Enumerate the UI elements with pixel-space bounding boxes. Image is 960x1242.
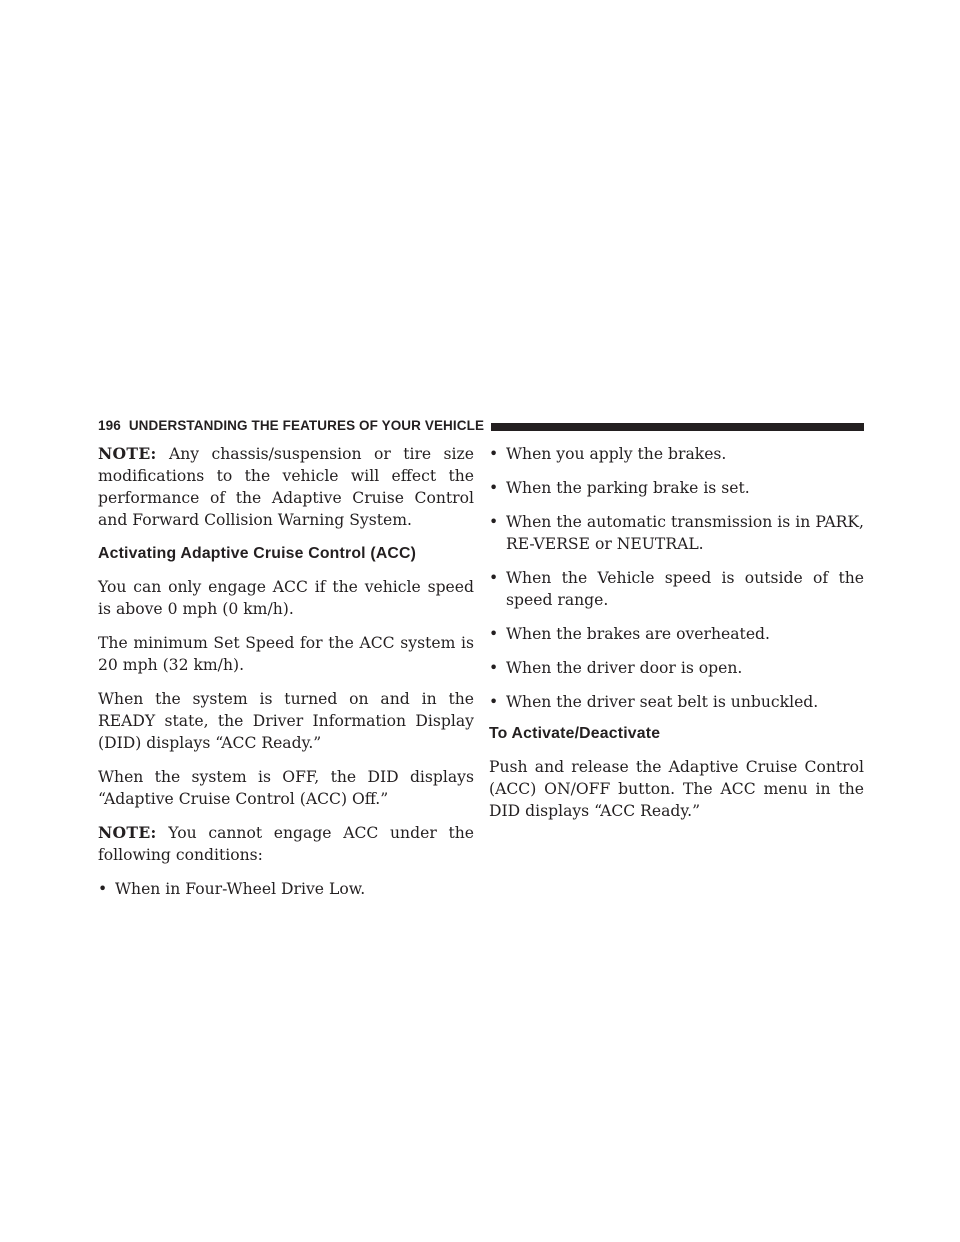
conditions-list-right bbox=[489, 443, 864, 713]
paragraph-system-off: When the system is OFF, the DID displays “Adaptive Cruise Control (ACC) Off.” bbox=[98, 768, 474, 808]
bullet-icon: • bbox=[489, 693, 499, 711]
paragraph-ready-state: When the system is turned on and in the READY state, the Driver Information Display (DID) displays “ACC Ready.” bbox=[98, 690, 474, 752]
bullet-icon: • bbox=[489, 659, 499, 677]
list-item bbox=[489, 443, 864, 465]
list-item bbox=[98, 878, 474, 900]
note-text: You cannot engage ACC under the following conditions: bbox=[98, 824, 474, 864]
heading-activating-acc: Activating Adaptive Cruise Control (ACC) bbox=[98, 545, 417, 562]
bullet-icon: • bbox=[98, 880, 108, 898]
bullet-icon: • bbox=[489, 625, 499, 643]
bullet-icon: • bbox=[489, 513, 499, 531]
list-item-text: When the brakes are overheated. bbox=[506, 625, 770, 643]
note-conditions bbox=[98, 822, 474, 866]
paragraph-minimum-set-speed: The minimum Set Speed for the ACC system is 20 mph (32 km/h). bbox=[98, 634, 474, 674]
paragraph-push-release: Push and release the Adaptive Cruise Control (ACC) ON/OFF button. The ACC menu in the DID displays “ACC Ready.” bbox=[489, 758, 864, 820]
list-item bbox=[489, 477, 864, 499]
note-label: NOTE: bbox=[98, 444, 157, 463]
list-item bbox=[489, 623, 864, 645]
bullet-icon: • bbox=[489, 479, 499, 497]
list-item-text: When in Four-Wheel Drive Low. bbox=[115, 880, 366, 898]
list-item bbox=[489, 691, 864, 713]
conditions-list-left bbox=[98, 878, 474, 900]
note-suspension bbox=[98, 443, 474, 531]
bullet-icon: • bbox=[489, 569, 499, 587]
list-item bbox=[489, 657, 864, 679]
list-item-text: When the driver door is open. bbox=[506, 659, 743, 677]
left-column bbox=[98, 443, 474, 912]
heading-activate-deactivate: To Activate/Deactivate bbox=[489, 725, 661, 742]
right-column bbox=[489, 443, 864, 834]
paragraph-speed-above: You can only engage ACC if the vehicle speed is above 0 mph (0 km/h). bbox=[98, 578, 474, 618]
list-item-text: When the automatic transmission is in PARK, RE-VERSE or NEUTRAL. bbox=[506, 513, 864, 553]
list-item-text: When you apply the brakes. bbox=[506, 445, 727, 463]
list-item bbox=[489, 511, 864, 555]
list-item-text: When the parking brake is set. bbox=[506, 479, 750, 497]
list-item bbox=[489, 567, 864, 611]
note-text: Any chassis/suspension or tire size modifications to the vehicle will effect the performance of the Adaptive Cruise Control and Forward Collision Warning System. bbox=[98, 445, 474, 529]
section-title: UNDERSTANDING THE FEATURES OF YOUR VEHICLE bbox=[128, 418, 485, 433]
list-item-text: When the Vehicle speed is outside of the speed range. bbox=[506, 569, 864, 609]
page-number: 196 bbox=[98, 418, 121, 433]
running-header bbox=[98, 413, 864, 439]
header-rule bbox=[491, 423, 864, 431]
list-item-text: When the driver seat belt is unbuckled. bbox=[506, 693, 819, 711]
bullet-icon: • bbox=[489, 445, 499, 463]
note-label: NOTE: bbox=[98, 823, 157, 842]
